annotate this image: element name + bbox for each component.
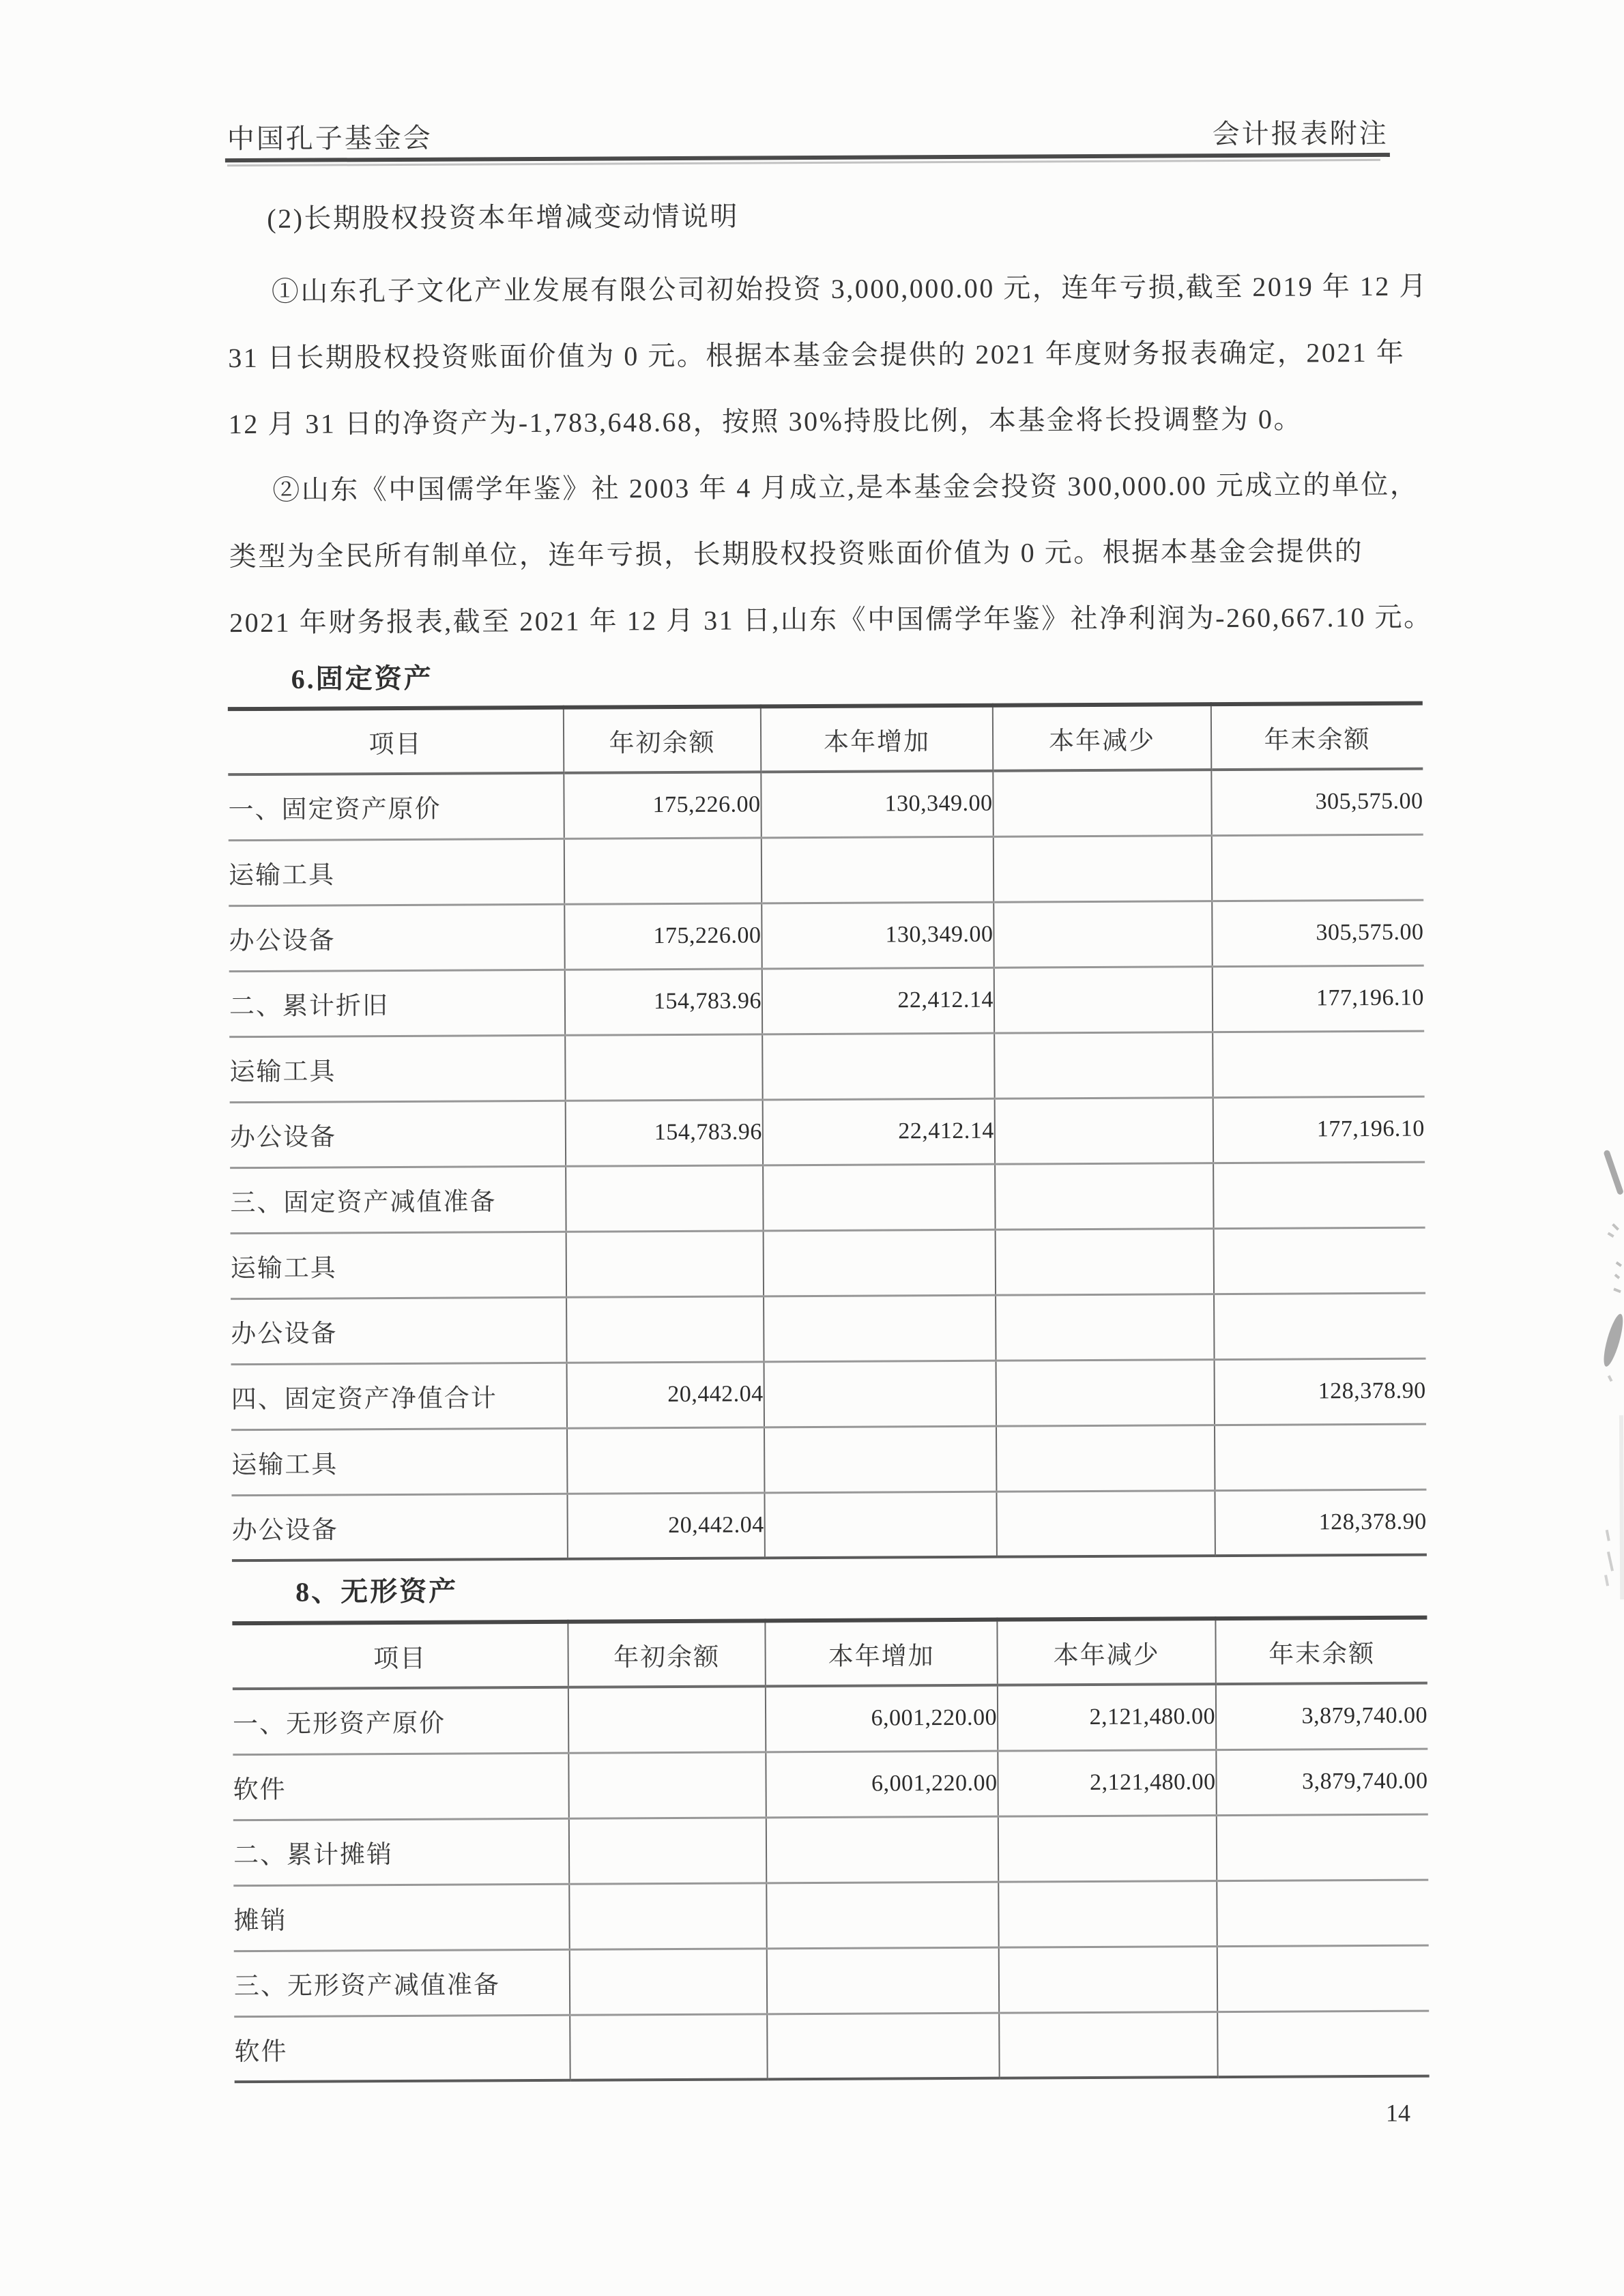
cell-decrease bbox=[996, 1228, 1214, 1295]
cell-decrease: 2,121,480.00 bbox=[998, 1749, 1216, 1816]
cell-end bbox=[1217, 1945, 1429, 2012]
cell-decrease bbox=[994, 966, 1213, 1033]
col-header-decrease: 本年减少 bbox=[993, 704, 1211, 771]
col-header-begin: 年初余额 bbox=[568, 1621, 765, 1687]
cell-item: 运输工具 bbox=[231, 1428, 567, 1495]
cell-increase: 6,001,220.00 bbox=[766, 1751, 998, 1818]
document-header bbox=[227, 112, 1389, 156]
notes-paragraphs bbox=[227, 180, 1433, 656]
cell-decrease bbox=[996, 1294, 1214, 1361]
cell-end bbox=[1215, 1424, 1426, 1491]
cell-item: 软件 bbox=[234, 2015, 570, 2082]
note-heading: (2)长期股权投资本年增减变动情说明 bbox=[267, 201, 740, 234]
cell-end: 305,575.00 bbox=[1211, 769, 1423, 836]
cell-increase: 22,412.14 bbox=[762, 968, 994, 1034]
table-row bbox=[231, 1358, 1426, 1430]
cell-item: 二、累计折旧 bbox=[229, 970, 565, 1036]
cell-increase bbox=[762, 1033, 994, 1100]
cell-item: 办公设备 bbox=[229, 904, 564, 971]
cell-end bbox=[1214, 1293, 1425, 1360]
paragraph-line: ①山东孔子文化产业发展有限公司初始投资 3,000,000.00 元，连年亏损,截至 2019 年 12 月 bbox=[271, 270, 1428, 307]
cell-item: 运输工具 bbox=[229, 839, 564, 905]
cell-decrease bbox=[993, 770, 1211, 837]
cell-increase: 130,349.00 bbox=[762, 902, 994, 969]
cell-item: 三、固定资产减值准备 bbox=[230, 1166, 566, 1233]
cell-increase bbox=[767, 1947, 999, 2014]
cell-end: 3,879,740.00 bbox=[1216, 1683, 1427, 1750]
table-row bbox=[231, 1227, 1425, 1299]
table-row bbox=[233, 1880, 1428, 1951]
table-row bbox=[231, 1424, 1426, 1496]
cell-begin: 175,226.00 bbox=[564, 772, 761, 838]
paragraph-line: ②山东《中国儒学年鉴》社 2003 年 4 月成立,是本基金会投资 300,000.00 元成立的单位， bbox=[272, 469, 1419, 506]
cell-decrease bbox=[994, 835, 1212, 902]
col-header-begin: 年初余额 bbox=[564, 706, 761, 772]
table-header-row bbox=[228, 703, 1423, 775]
cell-begin bbox=[569, 1883, 766, 1949]
table-row bbox=[231, 1293, 1425, 1365]
cell-decrease bbox=[998, 1815, 1217, 1882]
cell-decrease bbox=[996, 1490, 1215, 1557]
cell-begin bbox=[570, 2014, 767, 2080]
cell-end bbox=[1217, 1880, 1428, 1947]
cell-decrease bbox=[994, 1032, 1213, 1099]
col-header-increase: 本年增加 bbox=[765, 1620, 997, 1687]
cell-begin bbox=[564, 837, 762, 903]
cell-decrease: 2,121,480.00 bbox=[998, 1684, 1216, 1751]
cell-end: 177,196.10 bbox=[1213, 965, 1424, 1032]
cell-decrease bbox=[995, 1163, 1213, 1230]
cell-begin bbox=[569, 1817, 766, 1883]
paragraph-2 bbox=[229, 452, 1433, 656]
table-header-row bbox=[232, 1618, 1427, 1689]
cell-end: 305,575.00 bbox=[1212, 900, 1423, 967]
cell-begin: 154,783.96 bbox=[566, 1099, 763, 1165]
table-row bbox=[229, 900, 1423, 972]
cell-increase bbox=[762, 837, 994, 903]
cell-end bbox=[1217, 1814, 1428, 1881]
cell-item: 软件 bbox=[233, 1753, 568, 1820]
col-header-increase: 本年增加 bbox=[761, 706, 993, 772]
table-row bbox=[231, 1490, 1426, 1561]
cell-decrease bbox=[995, 1097, 1213, 1164]
cell-item: 办公设备 bbox=[230, 1101, 566, 1167]
table-row bbox=[229, 965, 1424, 1037]
col-header-item: 项目 bbox=[228, 708, 564, 774]
cell-increase bbox=[764, 1492, 996, 1558]
table-row bbox=[230, 1096, 1425, 1168]
cell-begin bbox=[568, 1752, 766, 1818]
table-row bbox=[230, 1162, 1425, 1234]
cell-end bbox=[1213, 1162, 1425, 1229]
cell-increase bbox=[764, 1361, 996, 1427]
cell-item: 一、固定资产原价 bbox=[228, 773, 564, 840]
pen-mark-artifacts bbox=[1586, 1122, 1624, 1599]
paragraph-line: 类型为全民所有制单位，连年亏损，长期股权投资账面价值为 0 元。根据本基金会提供的 bbox=[229, 536, 1364, 572]
cell-end bbox=[1212, 834, 1423, 901]
cell-increase: 6,001,220.00 bbox=[766, 1685, 998, 1752]
cell-begin bbox=[568, 1686, 766, 1752]
cell-item: 四、固定资产净值合计 bbox=[231, 1363, 567, 1429]
col-header-item: 项目 bbox=[232, 1622, 568, 1689]
fixed-assets-table bbox=[228, 701, 1427, 1563]
cell-end bbox=[1213, 1031, 1424, 1098]
col-header-end: 年末余额 bbox=[1211, 703, 1423, 770]
org-name: 中国孔子基金会 bbox=[227, 122, 433, 155]
cell-begin: 20,442.04 bbox=[567, 1361, 764, 1427]
cell-begin bbox=[566, 1230, 764, 1296]
cell-decrease bbox=[996, 1359, 1215, 1426]
cell-decrease bbox=[998, 1880, 1217, 1947]
cell-end bbox=[1217, 2011, 1429, 2078]
cell-item: 一、无形资产原价 bbox=[233, 1687, 568, 1754]
table-row bbox=[234, 2011, 1429, 2082]
cell-end: 128,378.90 bbox=[1215, 1490, 1426, 1556]
col-header-decrease: 本年减少 bbox=[997, 1618, 1215, 1685]
cell-item: 二、累计摊销 bbox=[233, 1818, 569, 1885]
cell-begin bbox=[567, 1427, 764, 1493]
cell-begin: 175,226.00 bbox=[564, 903, 762, 969]
cell-end: 3,879,740.00 bbox=[1216, 1749, 1427, 1816]
cell-increase: 22,412.14 bbox=[763, 1099, 995, 1165]
cell-item: 三、无形资产减值准备 bbox=[234, 1949, 570, 2016]
cell-begin bbox=[570, 1948, 767, 2014]
page-number: 14 bbox=[1385, 2099, 1411, 2127]
fixed-assets-title: 6.固定资产 bbox=[291, 663, 433, 695]
cell-end bbox=[1214, 1227, 1425, 1294]
cell-end: 177,196.10 bbox=[1213, 1096, 1425, 1163]
table-row bbox=[229, 834, 1423, 906]
cell-item: 运输工具 bbox=[229, 1035, 565, 1102]
cell-increase bbox=[764, 1426, 996, 1493]
intangible-assets-title: 8、无形资产 bbox=[295, 1575, 459, 1608]
table-row bbox=[228, 769, 1423, 841]
table-row bbox=[229, 1031, 1424, 1103]
cell-item: 运输工具 bbox=[231, 1232, 566, 1298]
paragraph-line: 2021 年财务报表,截至 2021 年 12 月 31 日,山东《中国儒学年鉴》社净利润为-260,667.10 元。 bbox=[229, 601, 1433, 639]
cell-increase bbox=[764, 1295, 996, 1362]
paragraph-line: 31 日长期股权投资账面价值为 0 元。根据本基金会提供的 2021 年度财务报表确定，2021 年 bbox=[228, 336, 1406, 374]
col-header-end: 年末余额 bbox=[1215, 1618, 1427, 1685]
table-row bbox=[233, 1683, 1427, 1755]
cell-item: 摊销 bbox=[233, 1884, 569, 1951]
cell-increase: 130,349.00 bbox=[761, 771, 993, 838]
cell-increase bbox=[766, 1882, 998, 1949]
cell-increase bbox=[766, 1816, 998, 1883]
cell-decrease bbox=[994, 901, 1212, 968]
cell-end: 128,378.90 bbox=[1215, 1358, 1426, 1425]
cell-item: 办公设备 bbox=[231, 1297, 566, 1364]
cell-decrease bbox=[999, 1946, 1217, 2013]
cell-increase bbox=[764, 1230, 996, 1296]
table-row bbox=[234, 1945, 1429, 2017]
cell-begin: 20,442.04 bbox=[567, 1492, 764, 1558]
table-row bbox=[233, 1749, 1427, 1820]
intangible-assets-table bbox=[232, 1616, 1429, 2084]
cell-begin bbox=[566, 1296, 764, 1362]
cell-increase bbox=[767, 2013, 999, 2080]
cell-increase bbox=[763, 1164, 995, 1231]
paragraph-line: 12 月 31 日的净资产为-1,783,648.68，按照 30%持股比例，本基金将长投调整为 0。 bbox=[228, 403, 1303, 440]
cell-begin bbox=[566, 1165, 763, 1231]
cell-begin: 154,783.96 bbox=[565, 968, 762, 1034]
cell-begin bbox=[565, 1034, 762, 1100]
cell-decrease bbox=[996, 1425, 1215, 1492]
cell-item: 办公设备 bbox=[231, 1494, 567, 1560]
doc-type-title: 会计报表附注 bbox=[1212, 117, 1389, 150]
cell-decrease bbox=[999, 2011, 1217, 2078]
paragraph-1 bbox=[228, 253, 1428, 457]
table-row bbox=[233, 1814, 1428, 1886]
